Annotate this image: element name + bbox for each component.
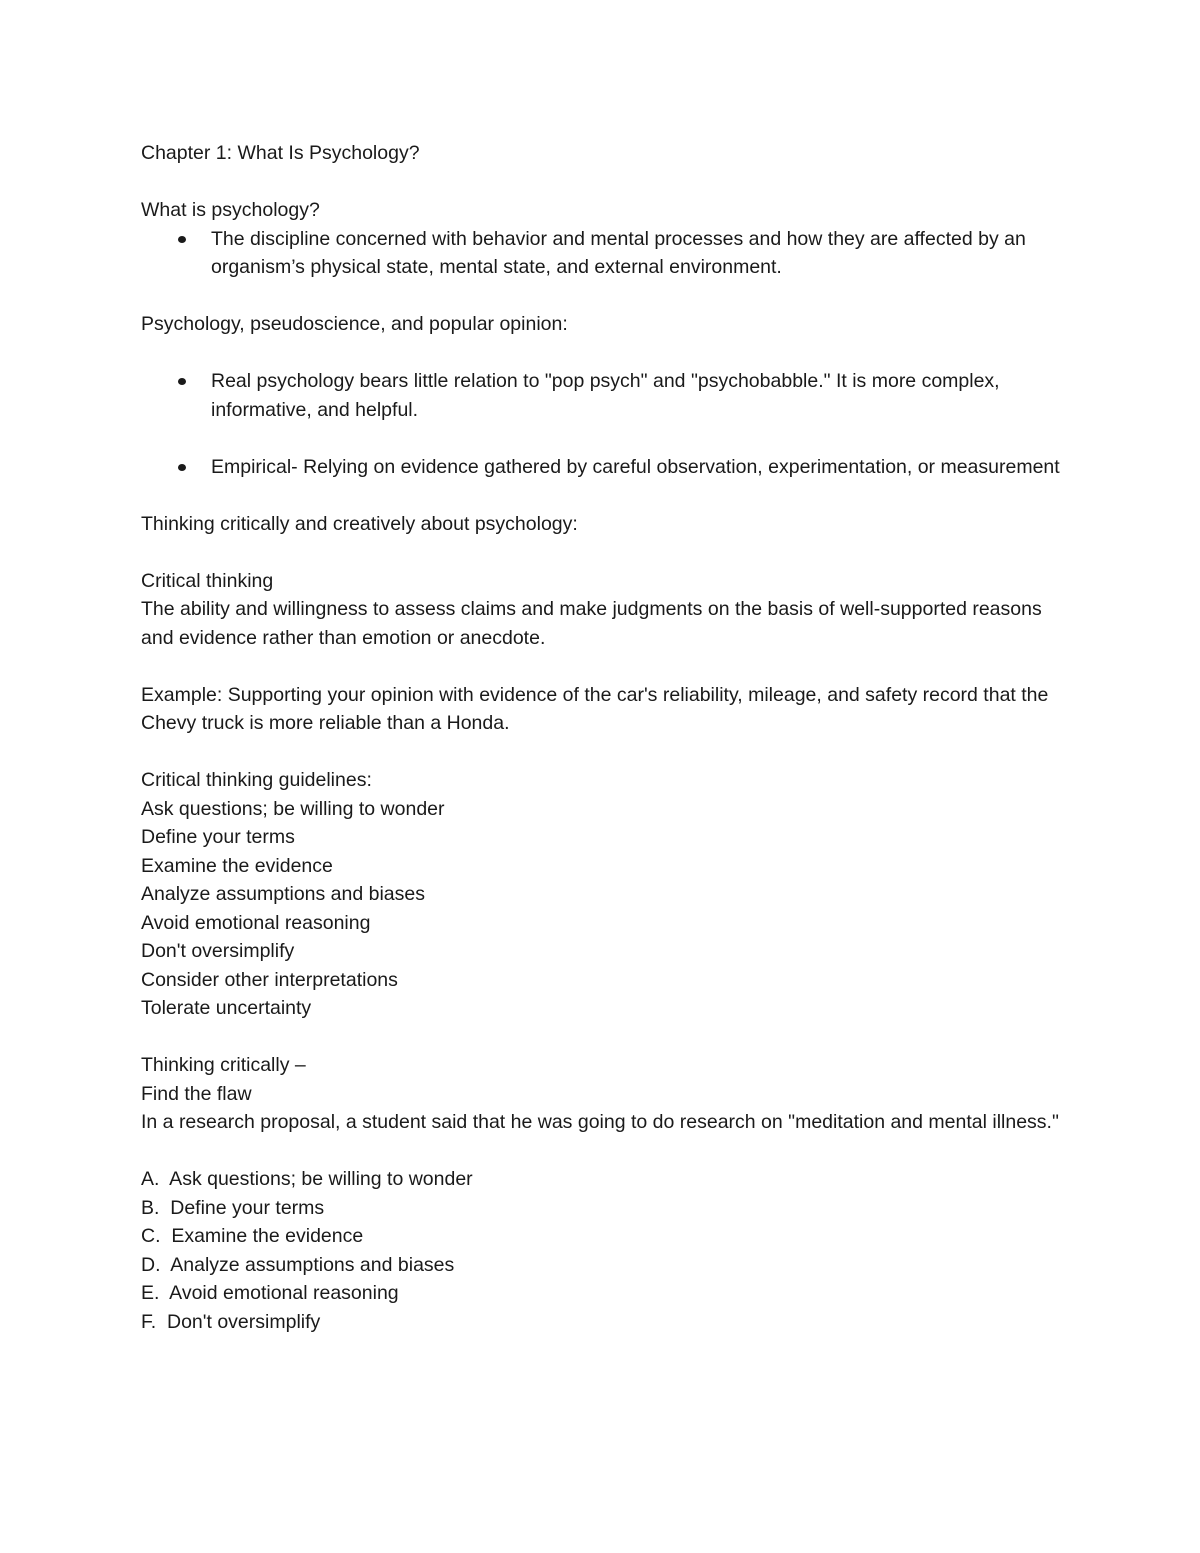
section-heading-what-is-psychology: What is psychology? bbox=[141, 199, 320, 221]
guideline-item: Avoid emotional reasoning bbox=[141, 911, 371, 934]
definition-critical-thinking: The ability and willingness to assess claims and make judgments on the basis of well-supported reasons and evidence rather than emotion or anecdote. bbox=[141, 598, 1048, 649]
guidelines-heading: Critical thinking guidelines: bbox=[141, 769, 372, 791]
spacer bbox=[141, 1023, 1071, 1052]
spacer bbox=[141, 168, 1071, 197]
spacer bbox=[141, 282, 1071, 311]
guideline-item: Examine the evidence bbox=[141, 854, 333, 877]
guideline-item: Ask questions; be willing to wonder bbox=[141, 797, 445, 820]
guideline-item: Analyze assumptions and biases bbox=[141, 883, 425, 905]
page-title: Chapter 1: What Is Psychology? bbox=[141, 142, 420, 164]
answer-choices bbox=[141, 1165, 1071, 1336]
example-paragraph: Example: Supporting your opinion with evidence of the car's reliability, mileage, and safety record that the Chevy truck is more reliable than a Honda. bbox=[141, 683, 1054, 734]
section-heading-pseudoscience: Psychology, pseudoscience, and popular opinion: bbox=[141, 313, 568, 335]
bullet-icon bbox=[178, 464, 186, 471]
bullet-list-pseudoscience bbox=[141, 367, 1071, 481]
document-body bbox=[141, 139, 1071, 1336]
bullet-icon bbox=[178, 378, 186, 385]
list-item-text: The discipline concerned with behavior and mental processes and how they are affected by an organism’s physical state, mental state, and external environment. bbox=[211, 227, 1026, 278]
spacer bbox=[141, 1137, 1071, 1166]
choice-a: A. Ask questions; be willing to wonder bbox=[141, 1168, 473, 1190]
section-heading-critical-creative: Thinking critically and creatively about psychology: bbox=[141, 512, 578, 535]
guidelines-list bbox=[141, 795, 1071, 1023]
list-item-text: Real psychology bears little relation to "pop psych" and "psychobabble." It is more complex, informative, and helpful. bbox=[211, 370, 1000, 421]
spacer bbox=[141, 481, 1071, 510]
list-item bbox=[141, 225, 1071, 282]
flaw-prompt: In a research proposal, a student said that he was going to do research on "meditation and mental illness." bbox=[141, 1111, 1059, 1133]
guideline-item: Define your terms bbox=[141, 826, 295, 848]
bullet-list-definition bbox=[141, 225, 1071, 282]
flaw-heading: Thinking critically – bbox=[141, 1054, 306, 1076]
choice-d: D. Analyze assumptions and biases bbox=[141, 1253, 455, 1276]
bullet-icon bbox=[178, 236, 186, 243]
spacer bbox=[141, 652, 1071, 681]
choice-b: B. Define your terms bbox=[141, 1196, 325, 1219]
list-item bbox=[141, 453, 1071, 482]
term-critical-thinking: Critical thinking bbox=[141, 569, 274, 592]
spacer bbox=[141, 424, 1071, 453]
choice-f: F. Don't oversimplify bbox=[141, 1310, 321, 1333]
guideline-item: Tolerate uncertainty bbox=[141, 997, 312, 1019]
spacer bbox=[141, 339, 1071, 368]
choice-e: E. Avoid emotional reasoning bbox=[141, 1282, 399, 1304]
flaw-subheading: Find the flaw bbox=[141, 1082, 252, 1105]
spacer bbox=[141, 738, 1071, 767]
spacer bbox=[141, 538, 1071, 567]
guideline-item: Consider other interpretations bbox=[141, 968, 398, 991]
guideline-item: Don't oversimplify bbox=[141, 940, 295, 962]
list-item bbox=[141, 367, 1071, 424]
choice-c: C. Examine the evidence bbox=[141, 1225, 364, 1247]
list-item-text: Empirical- Relying on evidence gathered by careful observation, experimentation, or measurement bbox=[211, 455, 1060, 478]
